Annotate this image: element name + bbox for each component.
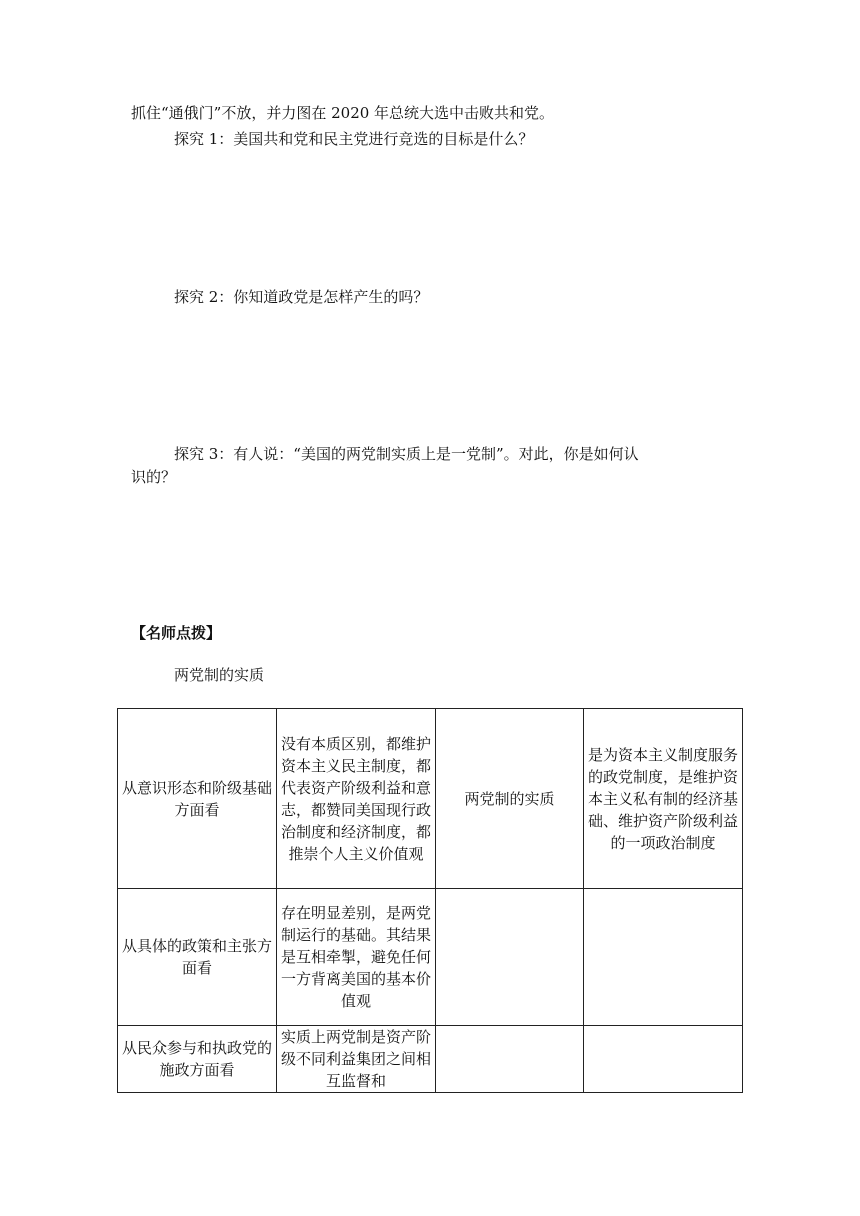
inquiry-3-line2: 识的？ — [131, 468, 177, 486]
table-row — [118, 889, 743, 1026]
detail-cell — [277, 1026, 436, 1093]
empty-cell — [584, 1026, 743, 1093]
empty-cell — [584, 889, 743, 1026]
aspect-cell: 从具体的政策和主张方面看 — [118, 889, 277, 1026]
conclusion-cell: 是为资本主义制度服务的政党制度，是维护资本主义私有制的经济基础、维护资产阶级利益的一项政治制度 — [584, 709, 743, 889]
inquiry-2: 探究 2：你知道政党是怎样产生的吗？ — [174, 288, 429, 306]
intro-line: 抓住“通俄门”不放，并力图在 2020 年总统大选中击败共和党。 — [131, 104, 555, 122]
detail-text: 实质上两党制是资产阶级不同利益集团之间相互监督和 — [281, 1028, 431, 1090]
empty-cell — [436, 1026, 584, 1093]
inquiry-1: 探究 1：美国共和党和民主党进行竞选的目标是什么？ — [174, 130, 534, 148]
table-title: 两党制的实质 — [174, 666, 265, 684]
aspect-cell: 从民众参与和执政党的施政方面看 — [118, 1026, 277, 1093]
table-row — [118, 1026, 743, 1093]
empty-cell — [436, 889, 584, 1026]
table-row — [118, 709, 743, 889]
detail-cell: 存在明显差别，是两党制运行的基础。其结果是互相牵掣，避免任何一方背离美国的基本价值观 — [277, 889, 436, 1026]
essence-label-cell: 两党制的实质 — [436, 709, 584, 889]
essence-table — [117, 708, 743, 1093]
inquiry-3-line1: 探究 3：有人说：“美国的两党制实质上是一党制”。对此，你是如何认 — [174, 445, 639, 463]
detail-cell: 没有本质区别，都维护资本主义民主制度，都代表资产阶级利益和意志，都赞同美国现行政治制度和经济制度，都推崇个人主义价值观 — [277, 709, 436, 889]
aspect-cell: 从意识形态和阶级基础方面看 — [118, 709, 277, 889]
tips-heading: 【名师点拨】 — [131, 624, 222, 642]
